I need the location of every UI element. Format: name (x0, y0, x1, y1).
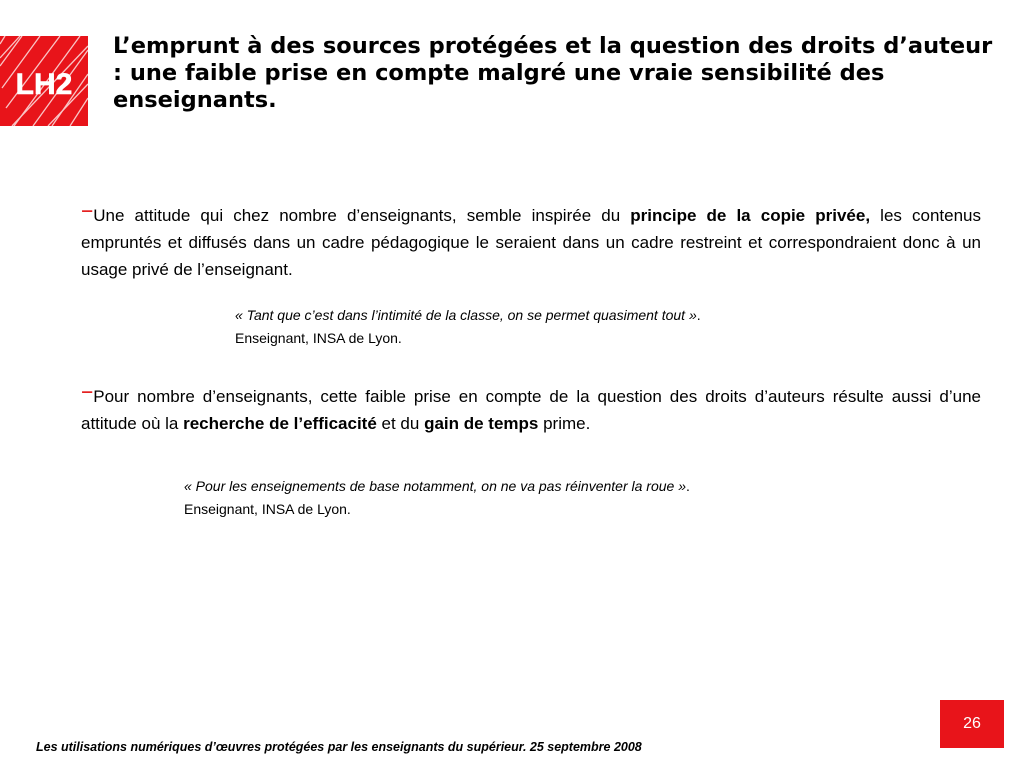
bullet2-text-end: prime. (538, 414, 591, 433)
bullet1-emphasis: principe de la copie privée, (630, 206, 871, 225)
bullet1-text: Une attitude qui chez nombre d’enseignants, semble inspirée du (93, 206, 631, 225)
bullet2-text-mid: et du (376, 414, 425, 433)
lh2-logo (0, 36, 88, 126)
quote-intimite (235, 304, 701, 350)
quote2-text: « Pour les enseignements de base notamment, on ne va pas réinventer la roue » (184, 478, 686, 494)
bullet-dash: − (81, 381, 94, 404)
bullet2-text: Pour nombre d’enseignants, cette faible prise en compte de la question des droits d’auteurs résulte aussi d’une attitude où la (81, 387, 981, 433)
bullet-dash: − (81, 200, 94, 223)
quote1-text: « Tant que c’est dans l’intimité de la classe, on se permet quasiment tout » (235, 307, 697, 323)
slide-title: L’emprunt à des sources protégées et la question des droits d’auteur : une faible prise en compte malgré une vraie sensibilité des enseignants. (113, 33, 993, 113)
page-number-badge (940, 700, 1004, 748)
bullet2-emphasis-temps: gain de temps (424, 414, 539, 433)
bullet2-emphasis-efficacite: recherche de l’efficacité (183, 414, 377, 433)
page-number: 26 (963, 715, 981, 732)
bullet-copie-privee (81, 201, 981, 283)
svg-text:LH2: LH2 (15, 68, 73, 101)
footer-caption: Les utilisations numériques d’œuvres protégées par les enseignants du supérieur. 25 septembre 2008 (36, 740, 642, 754)
bullet-efficacite (81, 382, 981, 437)
quote1-source: Enseignant, INSA de Lyon. (235, 330, 402, 346)
quote-roue (184, 475, 690, 521)
quote2-end: . (685, 478, 690, 494)
quote1-end: . (696, 307, 701, 323)
bullet1-text-end: les contenus empruntés et diffusés dans un cadre pédagogique le seraient dans un cadre restreint et correspondraient donc à un usage privé de l’enseignant. (81, 206, 981, 279)
quote2-source: Enseignant, INSA de Lyon. (184, 501, 351, 517)
